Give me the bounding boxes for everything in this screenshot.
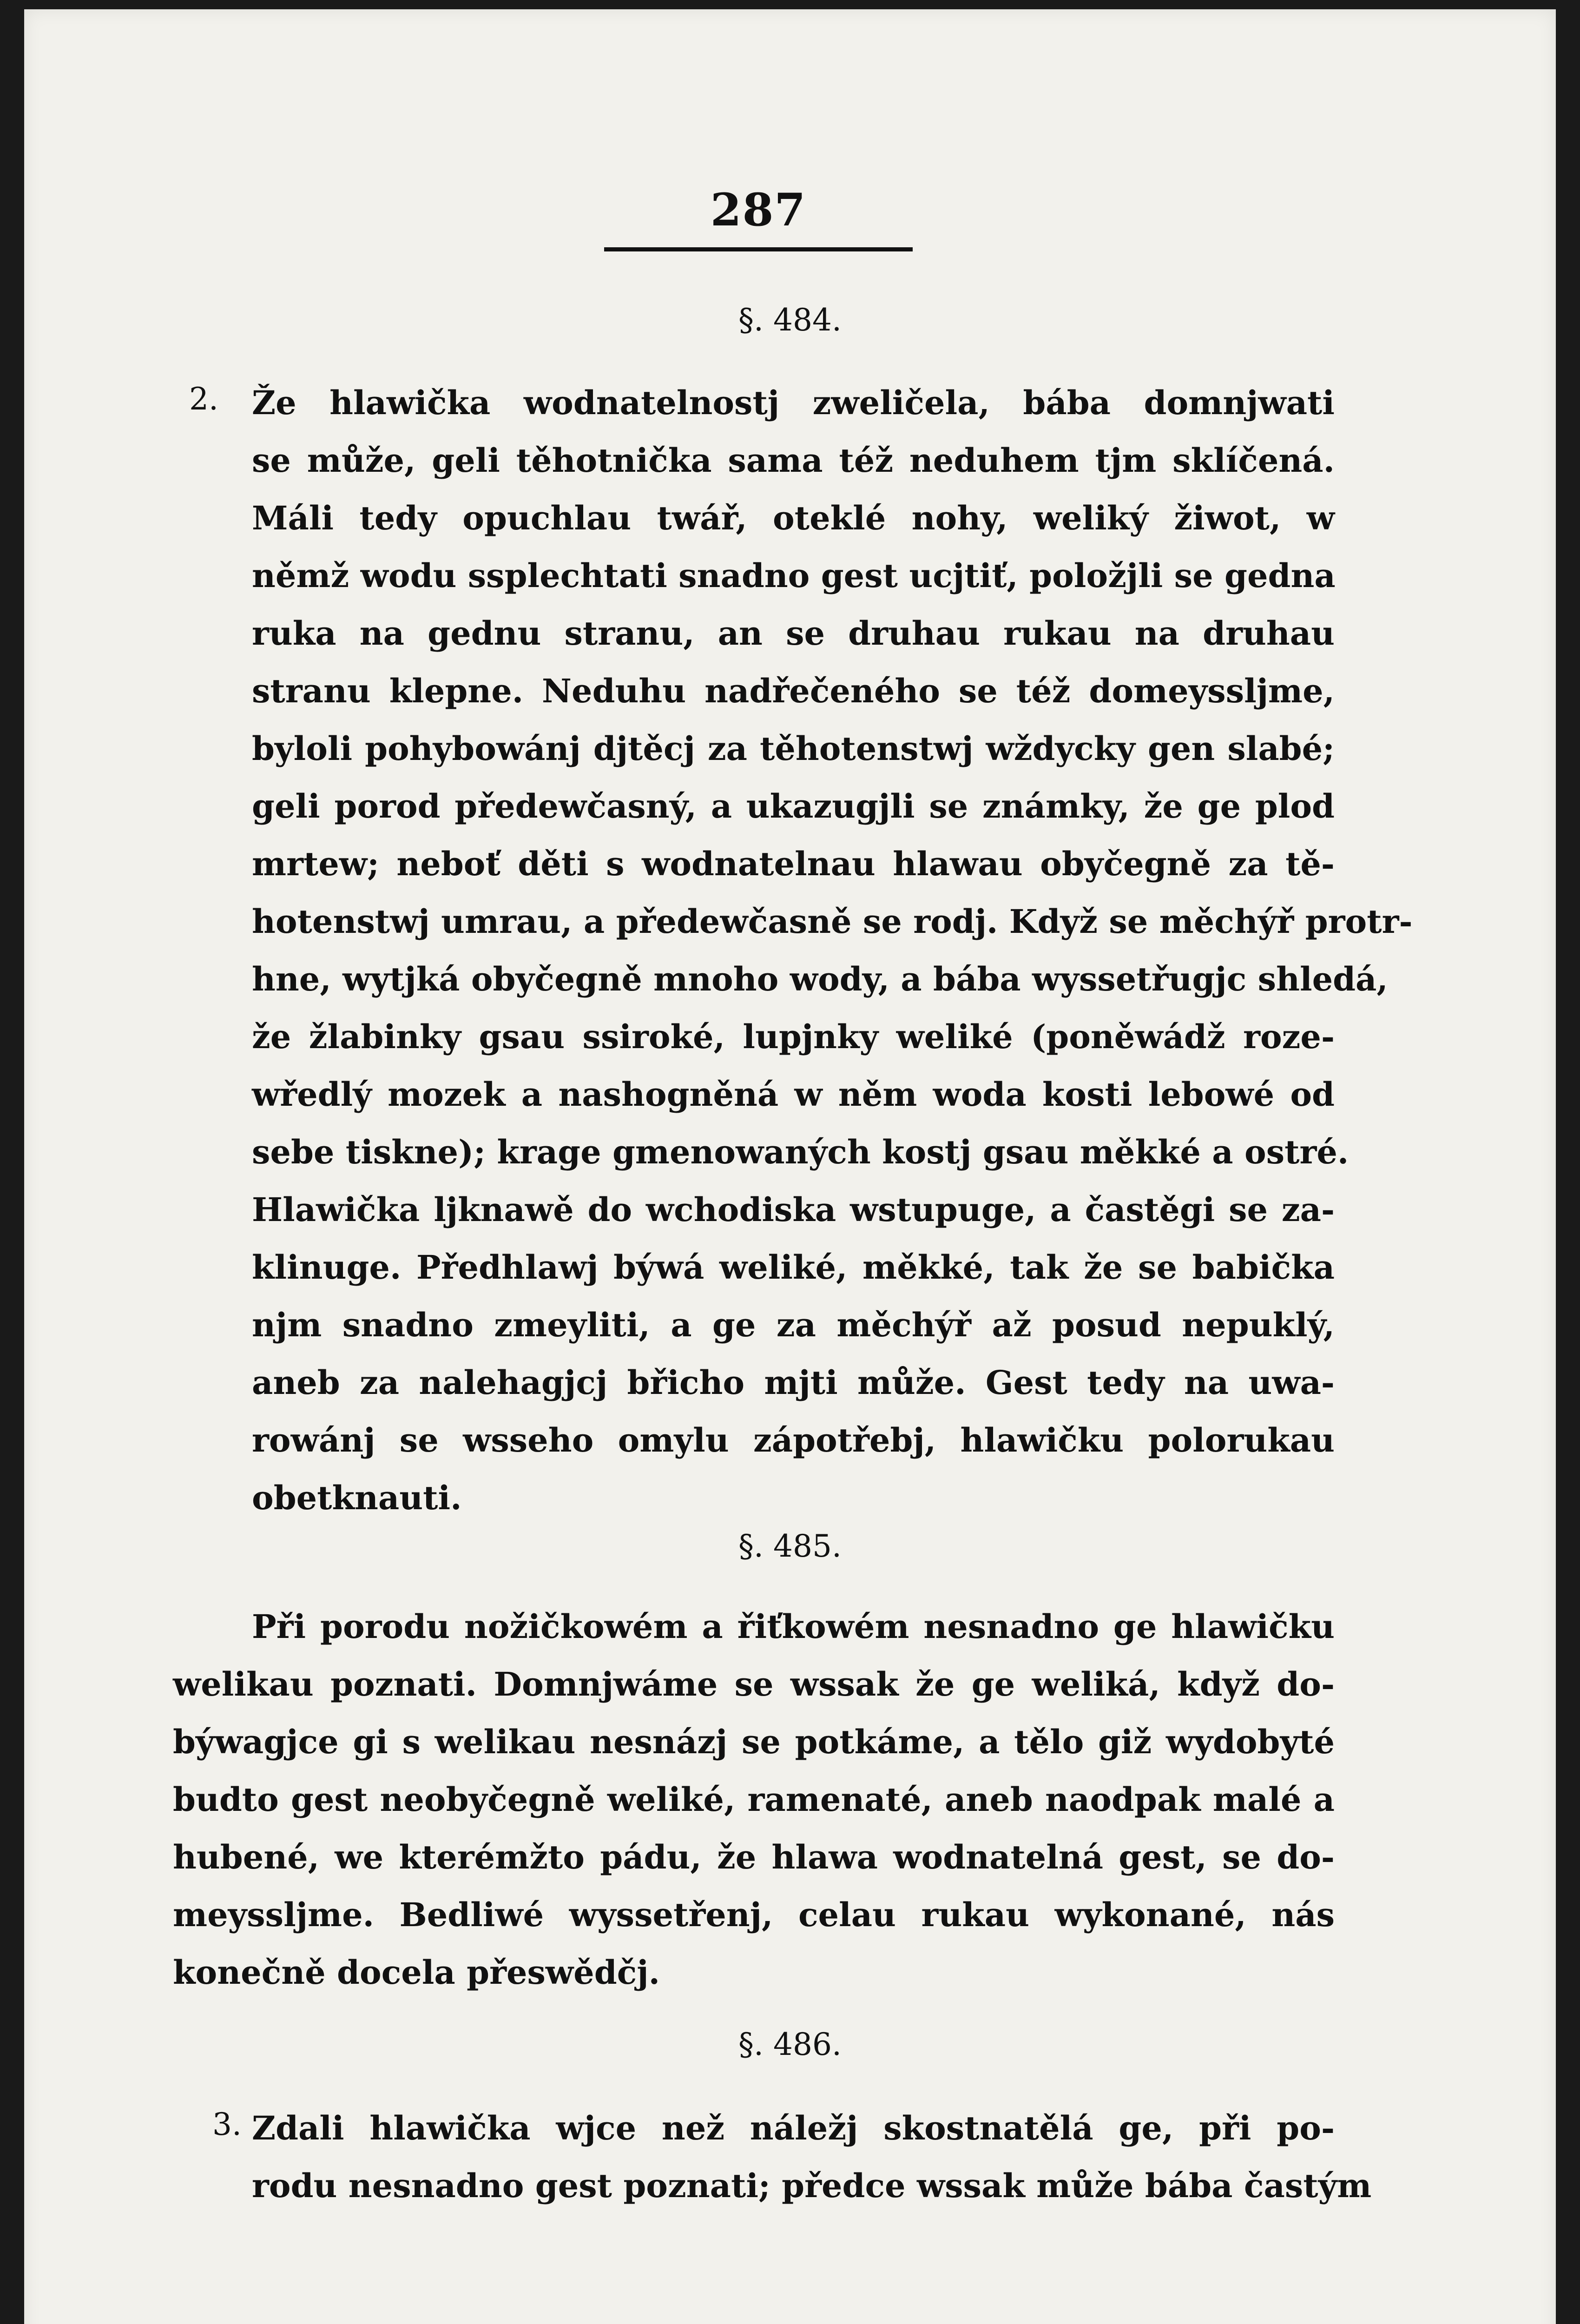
text-line: klinuge. Předhlawj býwá weliké, měkké, tak že se babička bbox=[252, 1248, 1335, 1287]
text-line: rodu nesnadno gest poznati; předce wssak může bába častým bbox=[252, 2166, 1372, 2205]
text-line: býwagjce gi s welikau nesnázj se potkáme, a tělo giž wydobyté bbox=[173, 1723, 1335, 1761]
text-line: stranu klepne. Neduhu nadřečeného se též domeyssljme, bbox=[252, 672, 1335, 710]
page-number: 287 bbox=[710, 184, 807, 236]
text-line: Máli tedy opuchlau twář, oteklé nohy, weliký žiwot, w bbox=[252, 499, 1335, 537]
text-line: wředlý mozek a nashogněná w něm woda kosti lebowé od bbox=[252, 1075, 1335, 1114]
text-line: hubené, we kterémžto pádu, že hlawa wodnatelná gest, se do- bbox=[173, 1838, 1335, 1876]
book-page bbox=[24, 9, 1556, 2324]
text-line: se může, geli těhotnička sama též neduhem tjm sklíčená. bbox=[252, 441, 1335, 480]
text-line: hotenstwj umrau, a předewčasně se rodj. Když se měchýř protr- bbox=[252, 902, 1413, 941]
section-heading-484: §. 484. bbox=[738, 302, 842, 338]
text-line: welikau poznati. Domnjwáme se wssak že ge weliká, když do- bbox=[173, 1665, 1335, 1703]
text-line: rowánj se wsseho omylu zápotřebj, hlawičku polorukau bbox=[252, 1421, 1335, 1459]
text-line: němž wodu ssplechtati snadno gest ucjtiť, položjli se gedna bbox=[252, 556, 1336, 595]
text-line: byloli pohybowánj djtěcj za těhotenstwj wždycky gen slabé; bbox=[252, 729, 1335, 768]
paragraph-484 bbox=[252, 374, 1413, 1527]
section-heading-486: §. 486. bbox=[738, 2027, 842, 2062]
section-heading-485: §. 485. bbox=[738, 1528, 842, 1564]
text-line: ruka na gednu stranu, an se druhau rukau na druhau bbox=[252, 614, 1335, 653]
paragraph-486 bbox=[252, 2100, 1372, 2215]
text-line: mrtew; neboť děti s wodnatelnau hlawau obyčegně za tě- bbox=[252, 845, 1335, 883]
paragraph-number-3: 3. bbox=[212, 2106, 242, 2142]
text-line: Při porodu nožičkowém a řiťkowém nesnadno ge hlawičku bbox=[252, 1607, 1335, 1646]
text-line: Zdali hlawička wjce než náležj skostnatělá ge, při po- bbox=[252, 2109, 1335, 2147]
text-line: hne, wytjká obyčegně mnoho wody, a bába wyssetřugjc shledá, bbox=[252, 960, 1388, 998]
paragraph-485 bbox=[173, 1598, 1335, 2001]
text-line: sebe tiskne); krage gmenowaných kostj gsau měkké a ostré. bbox=[252, 1133, 1349, 1171]
text-line: aneb za nalehagjcj břicho mjti může. Gest tedy na uwa- bbox=[252, 1363, 1335, 1402]
text-line: Že hlawička wodnatelnostj zweličela, bába domnjwati bbox=[252, 383, 1335, 422]
text-line: meyssljme. Bedliwé wyssetřenj, celau rukau wykonané, nás bbox=[173, 1895, 1335, 1934]
text-line: geli porod předewčasný, a ukazugjli se známky, že ge plod bbox=[252, 787, 1335, 825]
paragraph-number-2: 2. bbox=[189, 381, 218, 417]
text-line: budto gest neobyčegně weliké, ramenaté, aneb naodpak malé a bbox=[173, 1780, 1335, 1819]
text-line: Hlawička ljknawě do wchodiska wstupuge, a častěgi se za- bbox=[252, 1190, 1335, 1229]
text-line: že žlabinky gsau ssiroké, lupjnky weliké (poněwádž roze- bbox=[252, 1017, 1335, 1056]
header-rule bbox=[604, 247, 913, 251]
text-line: konečně docela přeswědčj. bbox=[173, 1953, 660, 1992]
text-line: obetknauti. bbox=[252, 1479, 462, 1517]
text-line: njm snadno zmeyliti, a ge za měchýř až posud nepuklý, bbox=[252, 1306, 1335, 1344]
